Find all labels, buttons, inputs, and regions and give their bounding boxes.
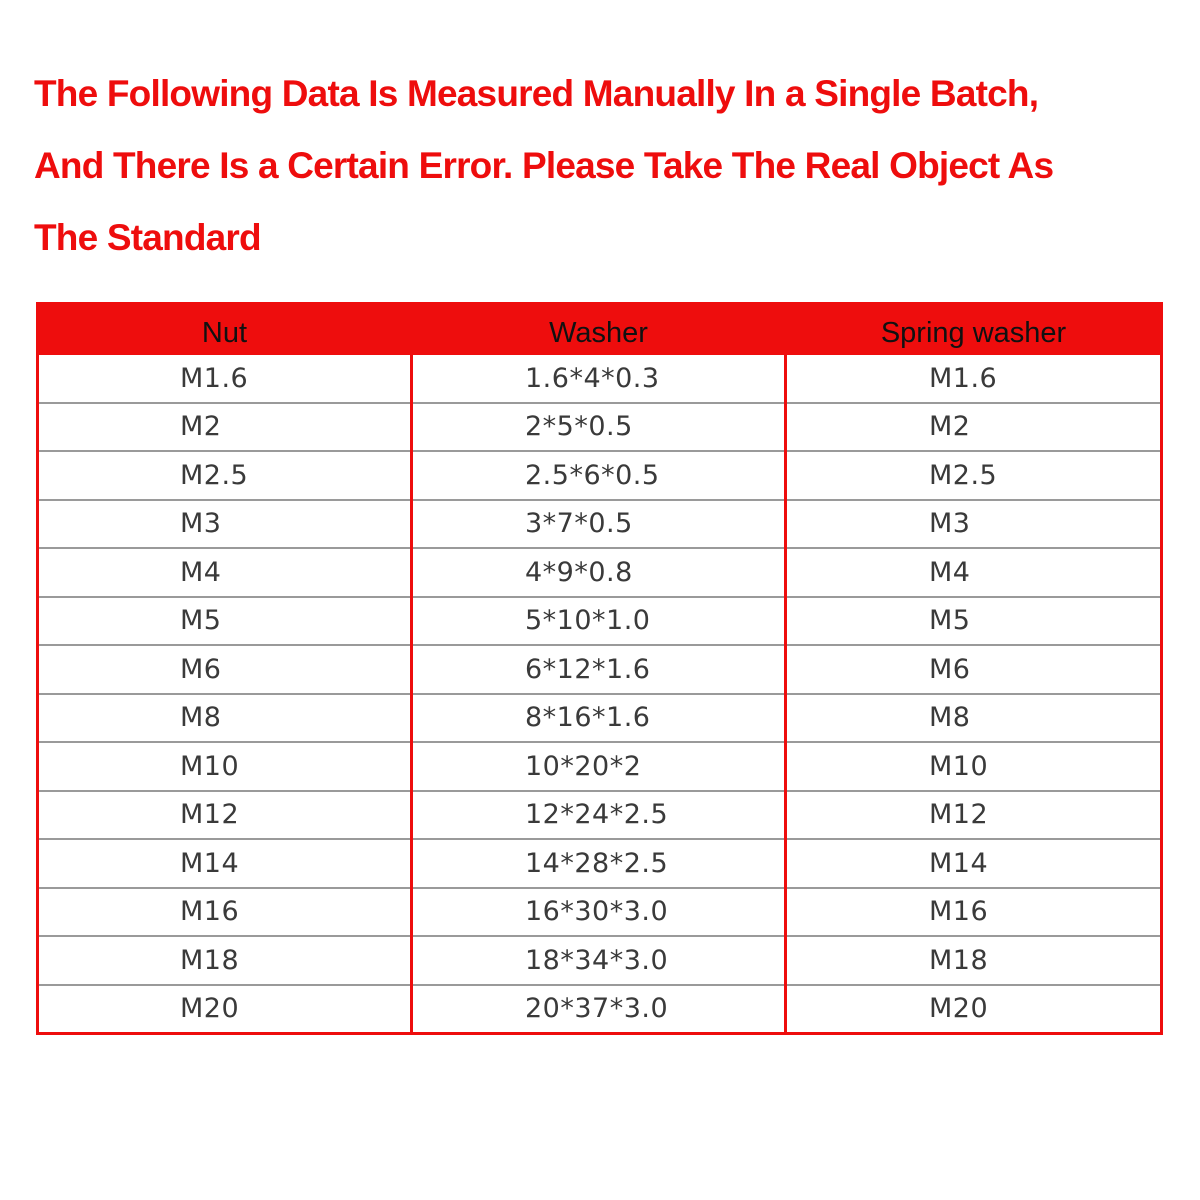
- table-row: [38, 354, 1162, 403]
- spring-washer-cell: M20: [786, 985, 1162, 1034]
- washer-cell: 20*37*3.0: [412, 985, 786, 1034]
- washer-cell: 12*24*2.5: [412, 791, 786, 840]
- table-row: [38, 742, 1162, 791]
- spring-washer-cell: M2.5: [786, 451, 1162, 500]
- washer-cell: 14*28*2.5: [412, 839, 786, 888]
- table-row: [38, 645, 1162, 694]
- table-row: [38, 694, 1162, 743]
- table-row: [38, 500, 1162, 549]
- nut-cell: M2.5: [38, 451, 412, 500]
- spring-washer-cell: M18: [786, 936, 1162, 985]
- table-row: [38, 451, 1162, 500]
- notice-line-3: The Standard: [34, 217, 261, 258]
- table-body: [38, 354, 1162, 1034]
- table-row: [38, 888, 1162, 937]
- washer-cell: 18*34*3.0: [412, 936, 786, 985]
- table-row: [38, 791, 1162, 840]
- spring-washer-cell: M4: [786, 548, 1162, 597]
- table-row: [38, 548, 1162, 597]
- measurement-notice: [34, 58, 1174, 274]
- nut-cell: M4: [38, 548, 412, 597]
- washer-cell: 2*5*0.5: [412, 403, 786, 452]
- nut-cell: M14: [38, 839, 412, 888]
- spring-washer-cell: M14: [786, 839, 1162, 888]
- washer-cell: 2.5*6*0.5: [412, 451, 786, 500]
- notice-line-2: And There Is a Certain Error. Please Take The Real Object As: [34, 145, 1054, 186]
- spring-washer-cell: M2: [786, 403, 1162, 452]
- spring-washer-cell: M12: [786, 791, 1162, 840]
- washer-cell: 5*10*1.0: [412, 597, 786, 646]
- spring-washer-cell: M5: [786, 597, 1162, 646]
- nut-cell: M6: [38, 645, 412, 694]
- nut-cell: M18: [38, 936, 412, 985]
- table-row: [38, 839, 1162, 888]
- spring-washer-cell: M10: [786, 742, 1162, 791]
- nut-cell: M3: [38, 500, 412, 549]
- spring-washer-cell: M16: [786, 888, 1162, 937]
- size-table: [36, 302, 1163, 1035]
- header-nut: Nut: [38, 302, 412, 354]
- spring-washer-cell: M1.6: [786, 354, 1162, 403]
- nut-cell: M12: [38, 791, 412, 840]
- washer-cell: 3*7*0.5: [412, 500, 786, 549]
- table-header-row: [38, 302, 1162, 354]
- washer-cell: 1.6*4*0.3: [412, 354, 786, 403]
- washer-cell: 8*16*1.6: [412, 694, 786, 743]
- nut-cell: M5: [38, 597, 412, 646]
- washer-cell: 4*9*0.8: [412, 548, 786, 597]
- table-row: [38, 403, 1162, 452]
- nut-cell: M16: [38, 888, 412, 937]
- nut-cell: M8: [38, 694, 412, 743]
- spring-washer-cell: M3: [786, 500, 1162, 549]
- washer-cell: 6*12*1.6: [412, 645, 786, 694]
- spring-washer-cell: M6: [786, 645, 1162, 694]
- notice-line-1: The Following Data Is Measured Manually In a Single Batch,: [34, 73, 1039, 114]
- nut-cell: M10: [38, 742, 412, 791]
- header-washer: Washer: [412, 302, 786, 354]
- washer-cell: 16*30*3.0: [412, 888, 786, 937]
- nut-cell: M20: [38, 985, 412, 1034]
- nut-cell: M2: [38, 403, 412, 452]
- washer-cell: 10*20*2: [412, 742, 786, 791]
- table-row: [38, 985, 1162, 1034]
- table-row: [38, 936, 1162, 985]
- table-row: [38, 597, 1162, 646]
- header-spring-washer: Spring washer: [786, 302, 1162, 354]
- nut-cell: M1.6: [38, 354, 412, 403]
- spring-washer-cell: M8: [786, 694, 1162, 743]
